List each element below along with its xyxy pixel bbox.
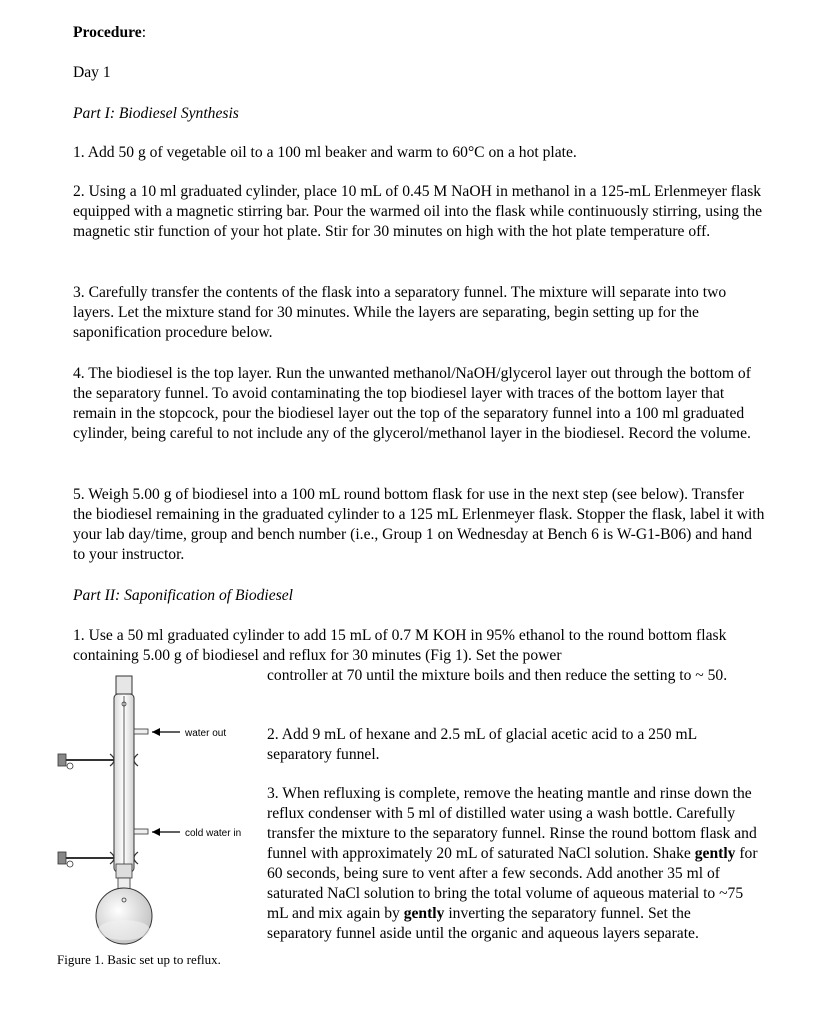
part2-step-3: 3. When refluxing is complete, remove the heating mantle and rinse down the reflux condenser with 5 ml of distilled water using a wash bottle. Carefully transfer the mixture to the separatory funnel. Rinse the round bottom flask and funnel with approximately 20 mL of saturated NaCl solution. Shake gently for 60 seconds, being sure to vent after a few seconds. Add another 35 ml of saturated NaCl solution to bring the total volume of aqueous material to ~75 mL and mix again by gently inverting the separatory funnel. Set the separatory funnel aside until the organic and aqueous layers separate. — [267, 785, 758, 942]
figure-caption: Figure 1. Basic set up to reflux. — [57, 952, 221, 967]
part1-step-1: 1. Add 50 g of vegetable oil to a 100 ml beaker and warm to 60°C on a hot plate. — [73, 144, 577, 161]
part2-step-1: 1. Use a 50 ml graduated cylinder to add 15 mL of 0.7 M KOH in 95% ethanol to the round bottom flask containing 5.00 g of biodiesel and reflux for 30 minutes (Fig 1). Set the power — [73, 627, 727, 664]
part1-step-2: 2. Using a 10 ml graduated cylinder, place 10 mL of 0.45 M NaOH in methanol in a 125-mL Erlenmeyer flask equipped with a magnetic stirring bar. Pour the warmed oil into the flask while continuously stirring, using the magnetic stir function of your hot plate. Stir for 30 minutes on high with the hot plate temperature off. — [73, 183, 763, 240]
reflux-apparatus-diagram — [48, 668, 258, 948]
emphasis-gently: gently — [403, 905, 445, 922]
procedure-heading: Procedure: — [73, 24, 147, 41]
part2-title: Part II: Saponification of Biodiesel — [73, 587, 294, 604]
part1-step-4: 4. The biodiesel is the top layer. Run the unwanted methanol/NaOH/glycerol layer out through the bottom of the separatory funnel. To avoid contaminating the top biodiesel layer with traces of the bottom layer that remain in the stopcock, pour the biodiesel layer out the top of the separatory funnel into a 100 ml graduated cylinder, being careful to not include any of the glycerol/methanol layer in the biodiesel. Record the volume. — [73, 365, 751, 442]
part1-title: Part I: Biodiesel Synthesis — [73, 105, 239, 122]
day-label: Day 1 — [73, 64, 111, 81]
water-out-nozzle — [134, 729, 148, 734]
reflux-apparatus-figure — [48, 668, 258, 948]
part2-step-2: 2. Add 9 mL of hexane and 2.5 mL of glacial acetic acid to a 250 mL separatory funnel. — [267, 726, 697, 763]
ground-glass-joint — [116, 864, 132, 878]
water-out-label: water out — [185, 728, 227, 739]
part1-step-3: 3. Carefully transfer the contents of the flask into a separatory funnel. The mixture will separate into two layers. Let the mixture stand for 30 minutes. While the layers are separating, begin setting up for the saponification procedure below. — [73, 284, 727, 341]
part2-step-1-continued: controller at 70 until the mixture boils and then reduce the setting to ~ 50. — [267, 667, 728, 684]
emphasis-gently: gently — [694, 845, 736, 862]
cold-water-in-label: cold water in — [185, 828, 242, 839]
top-stopper — [116, 676, 132, 694]
water-in-nozzle — [134, 829, 148, 834]
part1-step-5: 5. Weigh 5.00 g of biodiesel into a 100 mL round bottom flask for use in the next step (see below). Transfer the biodiesel remaining in the graduated cylinder to a 125 mL Erlenmeyer flask. Stopper the flask, label it with your lab day/time, group and bench number (i.e., Group 1 on Wednesday at Bench 6 is W-G1-B06) and hand to your instructor. — [73, 486, 765, 563]
